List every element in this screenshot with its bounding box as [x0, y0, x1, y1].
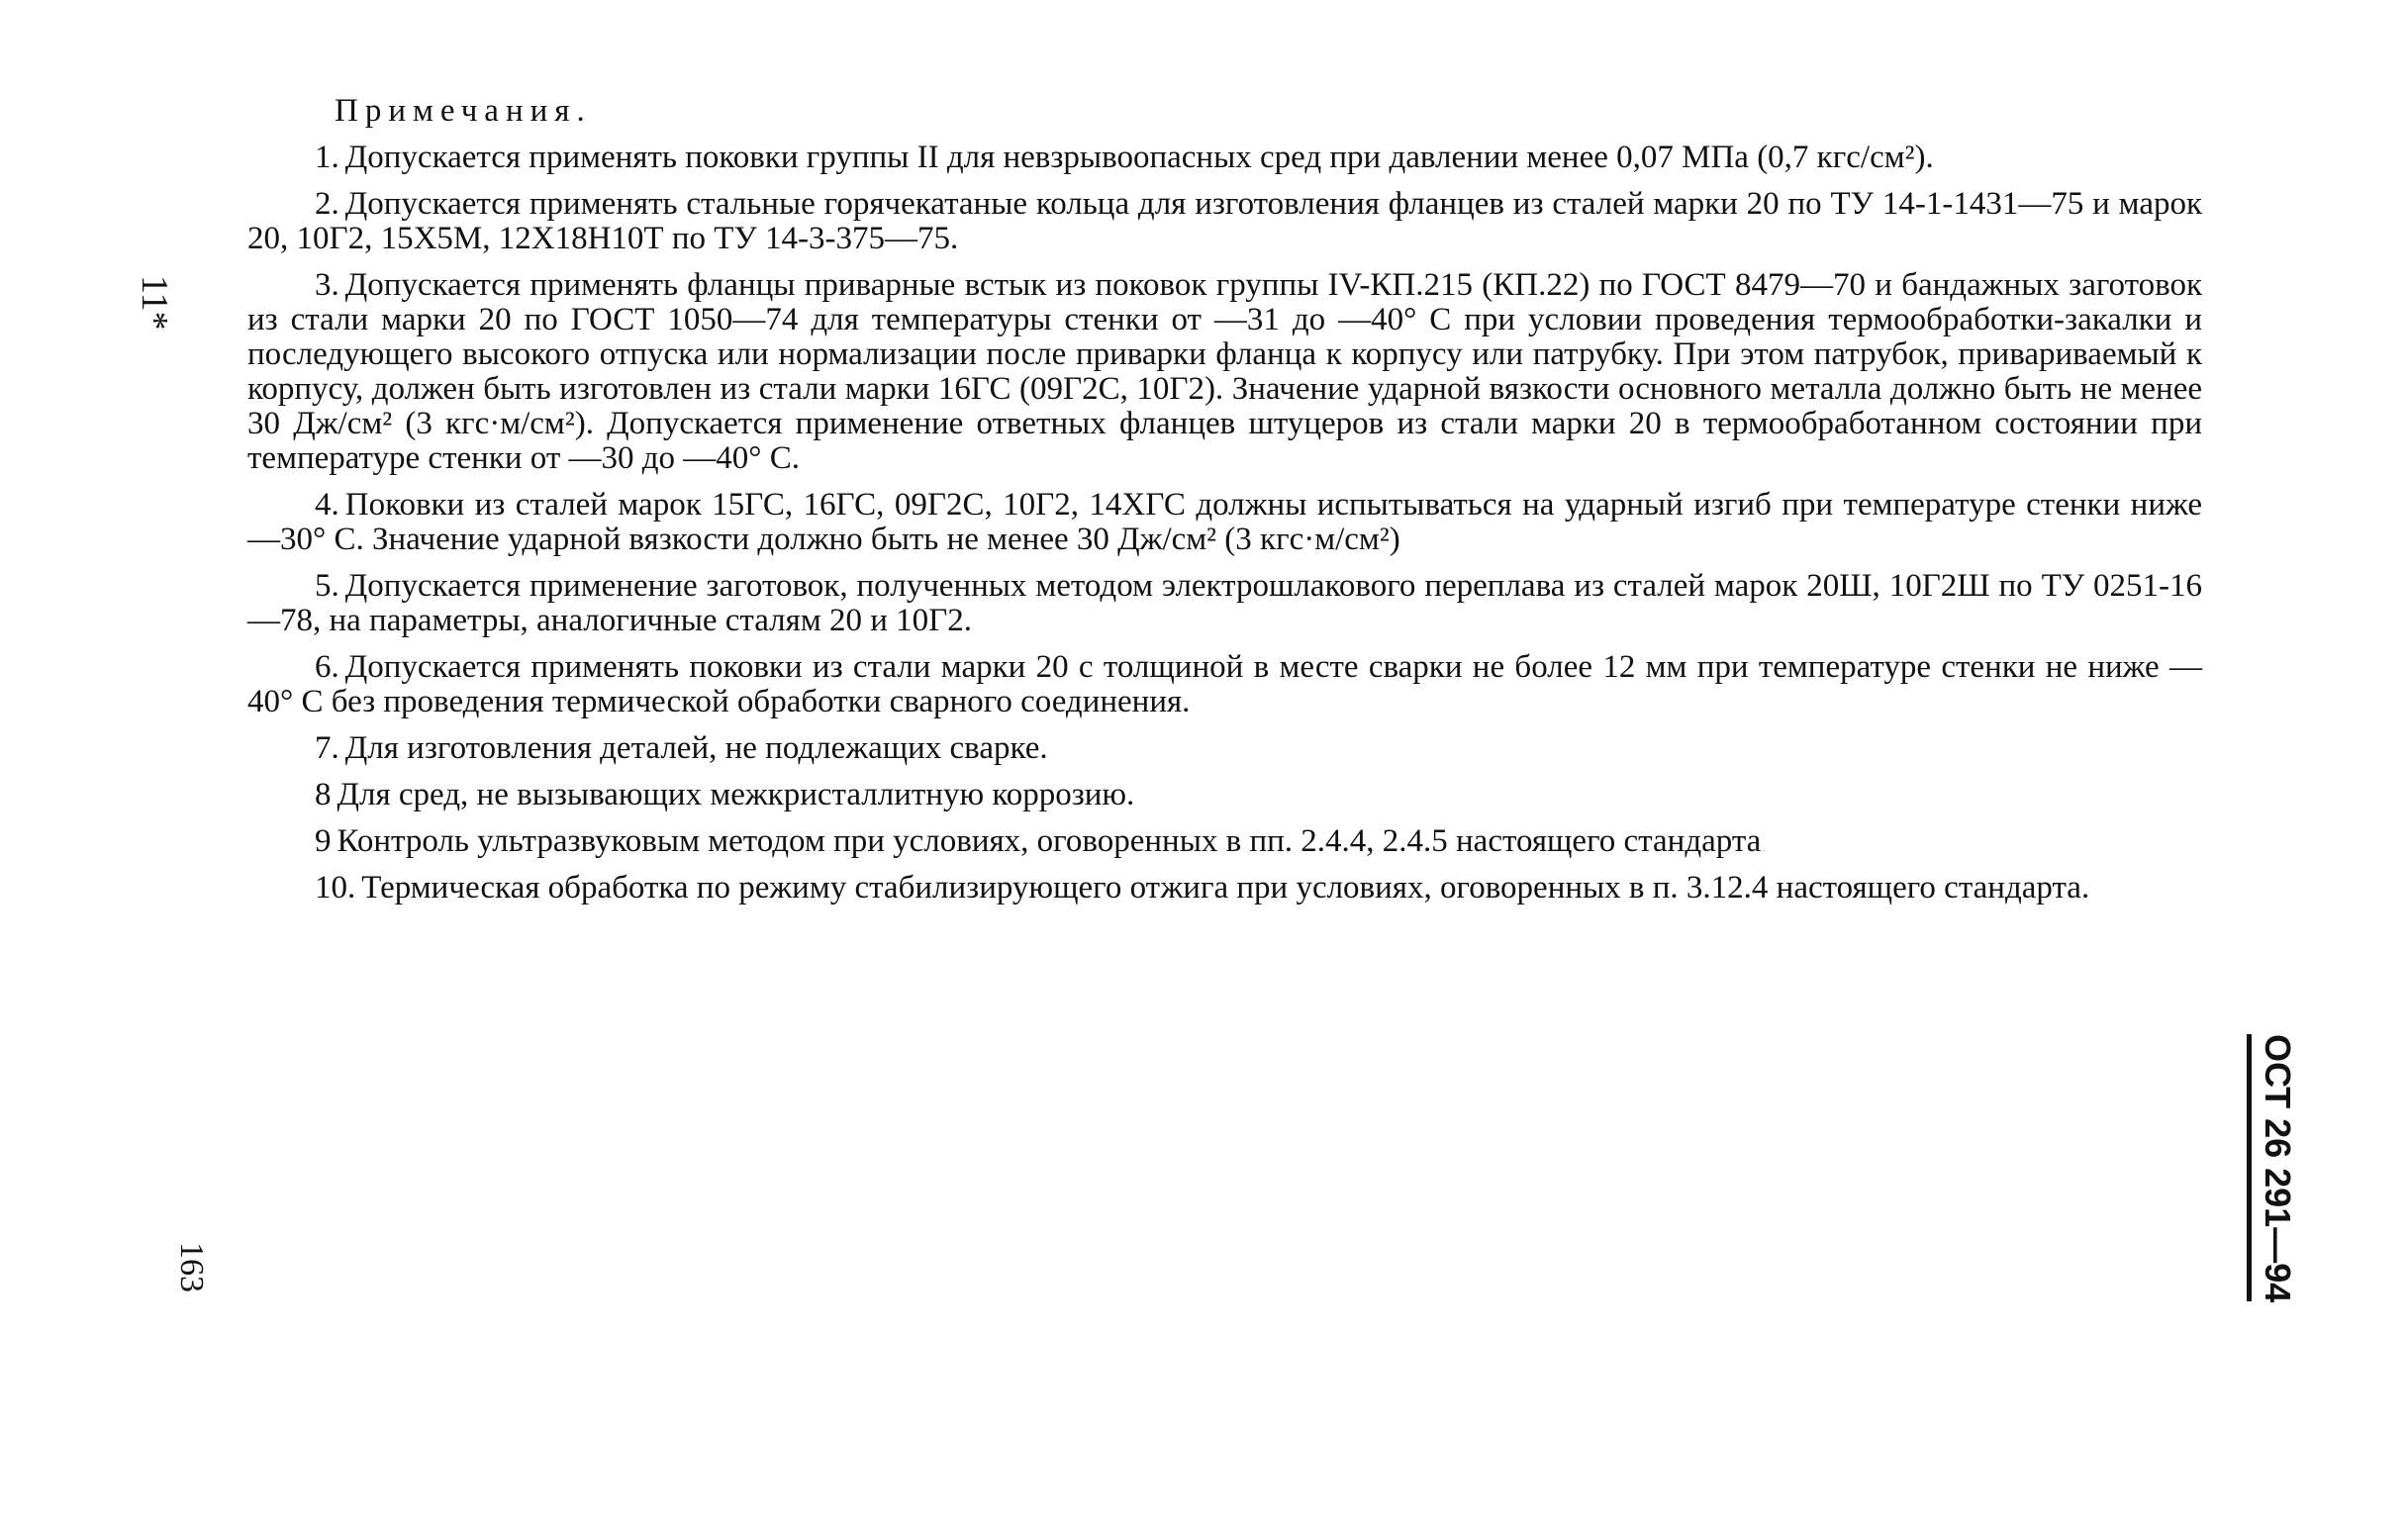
note-number: 4. [315, 487, 339, 523]
note-text: Контроль ультразвуковым методом при условиях, оговоренных в пп. 2.4.4, 2.4.5 настоящего стандарта [337, 823, 1762, 859]
note-9 [247, 824, 2202, 859]
sheet-mark: 11* [134, 275, 175, 331]
note-text: Поковки из сталей марок 15ГС, 16ГС, 09Г2С, 10Г2, 14ХГС должны испытываться на ударный изгиб при температуре стенки ниже —30° С. Значение ударной вязкости должно быть не менее 30 Дж/см² (3 кгс·м/см²) [247, 487, 2202, 557]
note-number: 6. [315, 649, 339, 685]
note-7 [247, 731, 2202, 766]
note-text: Допускается применение заготовок, полученных методом электрошлакового переплава из сталей марок 20Ш, 10Г2Ш по ТУ 0251-16—78, на параметры, аналогичные сталям 20 и 10Г2. [247, 568, 2202, 638]
note-number: 9 [315, 823, 332, 859]
note-text: Для сред, не вызывающих межкристаллитную коррозию. [337, 777, 1135, 812]
standard-code-block [2247, 1034, 2298, 1303]
standard-code: ОСТ 26 291—94 [2258, 1034, 2298, 1303]
note-number: 3. [315, 267, 339, 303]
note-1 [247, 141, 2202, 175]
note-number: 5. [315, 568, 339, 604]
note-4 [247, 488, 2202, 557]
note-number: 1. [315, 140, 339, 175]
note-6 [247, 650, 2202, 719]
page-number: 163 [173, 1242, 210, 1292]
note-text: Допускается применять поковки группы II для невзрывоопасных сред при давлении менее 0,07 МПа (0,7 кгс/см²). [344, 140, 1934, 175]
note-5 [247, 569, 2202, 638]
note-number: 8 [315, 777, 332, 812]
note-number: 2. [315, 186, 339, 222]
note-number: 7. [315, 730, 339, 766]
note-number: 10. [315, 870, 356, 906]
note-text: Допускается применять фланцы приварные встык из поковок группы IV-КП.215 (КП.22) по ГОСТ 8479—70 и бандажных заготовок из стали марки 20 по ГОСТ 1050—74 для температуры стенки от —31 до —40° С при условии проведения термообработки-закалки и последующего высокого отпуска или нормализации после приварки фланца к корпусу или патрубку. При этом патрубок, привариваемый к корпусу, должен быть изготовлен из стали марки 16ГС (09Г2С, 10Г2). Значение ударной вязкости основного металла должно быть не менее 30 Дж/см² (3 кгс·м/см²). Допускается применение ответных фланцев штуцеров из стали марки 20 в термообработанном состоянии при температуре стенки от —30 до —40° С. [247, 267, 2202, 476]
note-8 [247, 778, 2202, 812]
note-text: Для изготовления деталей, не подлежащих сварке. [344, 730, 1048, 766]
vertical-rule [2247, 1034, 2252, 1301]
notes-heading: Примечания. [335, 93, 592, 129]
note-10 [247, 871, 2202, 906]
notes-section [247, 94, 2202, 917]
note-2 [247, 187, 2202, 256]
note-text: Допускается применять стальные горячекатаные кольца для изготовления фланцев из сталей марки 20 по ТУ 14-1-1431—75 и марок 20, 10Г2, 15Х5М, 12Х18Н10Т по ТУ 14-3-375—75. [247, 186, 2202, 256]
note-text: Допускается применять поковки из стали марки 20 с толщиной в месте сварки не более 12 мм при температуре стенки не ниже —40° С без проведения термической обработки сварного соединения. [247, 649, 2202, 719]
note-text: Термическая обработка по режиму стабилизирующего отжига при условиях, оговоренных в п. 3.12.4 настоящего стандарта. [361, 870, 2090, 906]
note-3 [247, 268, 2202, 476]
